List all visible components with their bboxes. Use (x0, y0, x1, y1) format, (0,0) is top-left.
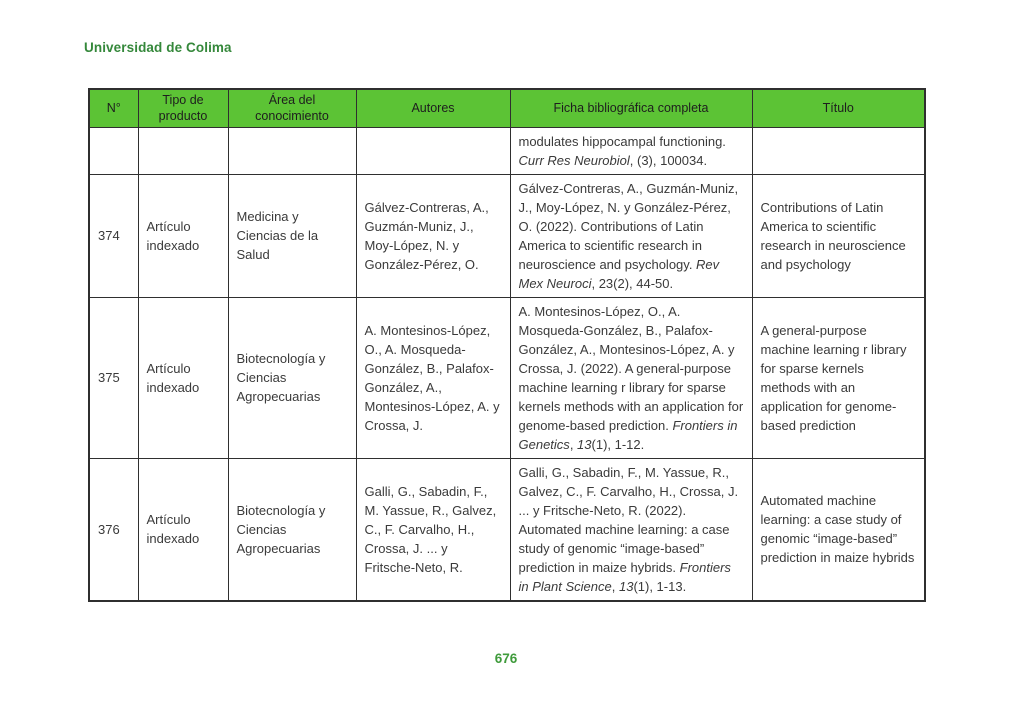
ficha-text-segment: , (569, 436, 578, 452)
cell-titulo: Contributions of Latin America to scientific research in neuroscience and psychology (752, 174, 925, 297)
ficha-text-segment: (1), 1-13. (633, 578, 687, 594)
cell-tipo: Artículo indexado (138, 297, 228, 458)
column-header-tipo: Tipo de producto (138, 89, 228, 127)
cell-autores (356, 127, 510, 174)
page-header-institution: Universidad de Colima (84, 40, 232, 55)
page-number: 676 (494, 651, 518, 666)
column-header-area: Área del conocimiento (228, 89, 356, 127)
cell-area: Medicina y Ciencias de la Salud (228, 174, 356, 297)
ficha-text-segment: , (3), 100034. (629, 152, 708, 168)
bibliography-table (88, 88, 926, 602)
column-header-titulo: Título (752, 89, 925, 127)
cell-area (228, 127, 356, 174)
table-row (89, 174, 925, 297)
column-header-ficha: Ficha bibliográfica completa (510, 89, 752, 127)
cell-area: Biotecnología y Ciencias Agropecuarias (228, 297, 356, 458)
cell-ficha (510, 174, 752, 297)
cell-autores: Galli, G., Sabadin, F., M. Yassue, R., Galvez, C., F. Carvalho, H., Crossa, J. ... y Fritsche-Neto, R. (356, 458, 510, 601)
ficha-journal-segment: 13 (618, 578, 634, 594)
column-header-autores: Autores (356, 89, 510, 127)
column-header-numero: N° (89, 89, 138, 127)
cell-numero: 376 (89, 458, 138, 601)
cell-ficha (510, 127, 752, 174)
ficha-journal-segment: Frontiers in Genetics (518, 417, 738, 452)
cell-tipo: Artículo indexado (138, 458, 228, 601)
table-row (89, 458, 925, 601)
cell-titulo: A general-purpose machine learning r library for sparse kernels methods with an application for genome-based prediction (752, 297, 925, 458)
ficha-text-segment: Galli, G., Sabadin, F., M. Yassue, R., Galvez, C., F. Carvalho, H., Crossa, J. ... y Fritsche-Neto, R. (2022). Automated machine learning: a case study of genomic “image-based” prediction in maize hybrids. (518, 464, 739, 575)
cell-numero (89, 127, 138, 174)
ficha-text-segment: modulates hippocampal functioning. (518, 133, 726, 149)
cell-titulo (752, 127, 925, 174)
table-header-row (89, 89, 925, 127)
cell-autores: A. Montesinos-López, O., A. Mosqueda-González, B., Palafox-González, A., Montesinos-López, A. y Crossa, J. (356, 297, 510, 458)
cell-tipo (138, 127, 228, 174)
ficha-journal-segment: 13 (577, 436, 592, 452)
cell-numero: 374 (89, 174, 138, 297)
ficha-journal-segment: Curr Res Neurobiol (518, 152, 630, 168)
cell-tipo: Artículo indexado (138, 174, 228, 297)
table-row (89, 297, 925, 458)
ficha-journal-segment: Frontiers in Plant Science (518, 559, 731, 594)
ficha-text-segment: (1), 1-12. (591, 436, 645, 452)
table-body (89, 127, 925, 601)
cell-titulo: Automated machine learning: a case study of genomic “image-based” prediction in maize hybrids (752, 458, 925, 601)
ficha-text-segment: Gálvez-Contreras, A., Guzmán-Muniz, J., Moy-López, N. y González-Pérez, O. (2022). Contributions of Latin America to scientific research in neuroscience and psychology. (518, 180, 739, 272)
ficha-text-segment: , (611, 578, 619, 594)
cell-ficha (510, 458, 752, 601)
cell-numero: 375 (89, 297, 138, 458)
cell-area: Biotecnología y Ciencias Agropecuarias (228, 458, 356, 601)
ficha-text-segment: , 23(2), 44-50. (591, 275, 674, 291)
ficha-text-segment: A. Montesinos-López, O., A. Mosqueda-González, B., Palafox-González, A., Montesinos-López, A. y Crossa, J. (2022). A general-purpose machine learning r library for sparse kernels methods with an application for genome-based prediction. (518, 303, 744, 433)
cell-ficha (510, 297, 752, 458)
cell-autores: Gálvez-Contreras, A., Guzmán-Muniz, J., Moy-López, N. y González-Pérez, O. (356, 174, 510, 297)
ficha-journal-segment: Rev Mex Neuroci (518, 256, 720, 291)
table-row (89, 127, 925, 174)
